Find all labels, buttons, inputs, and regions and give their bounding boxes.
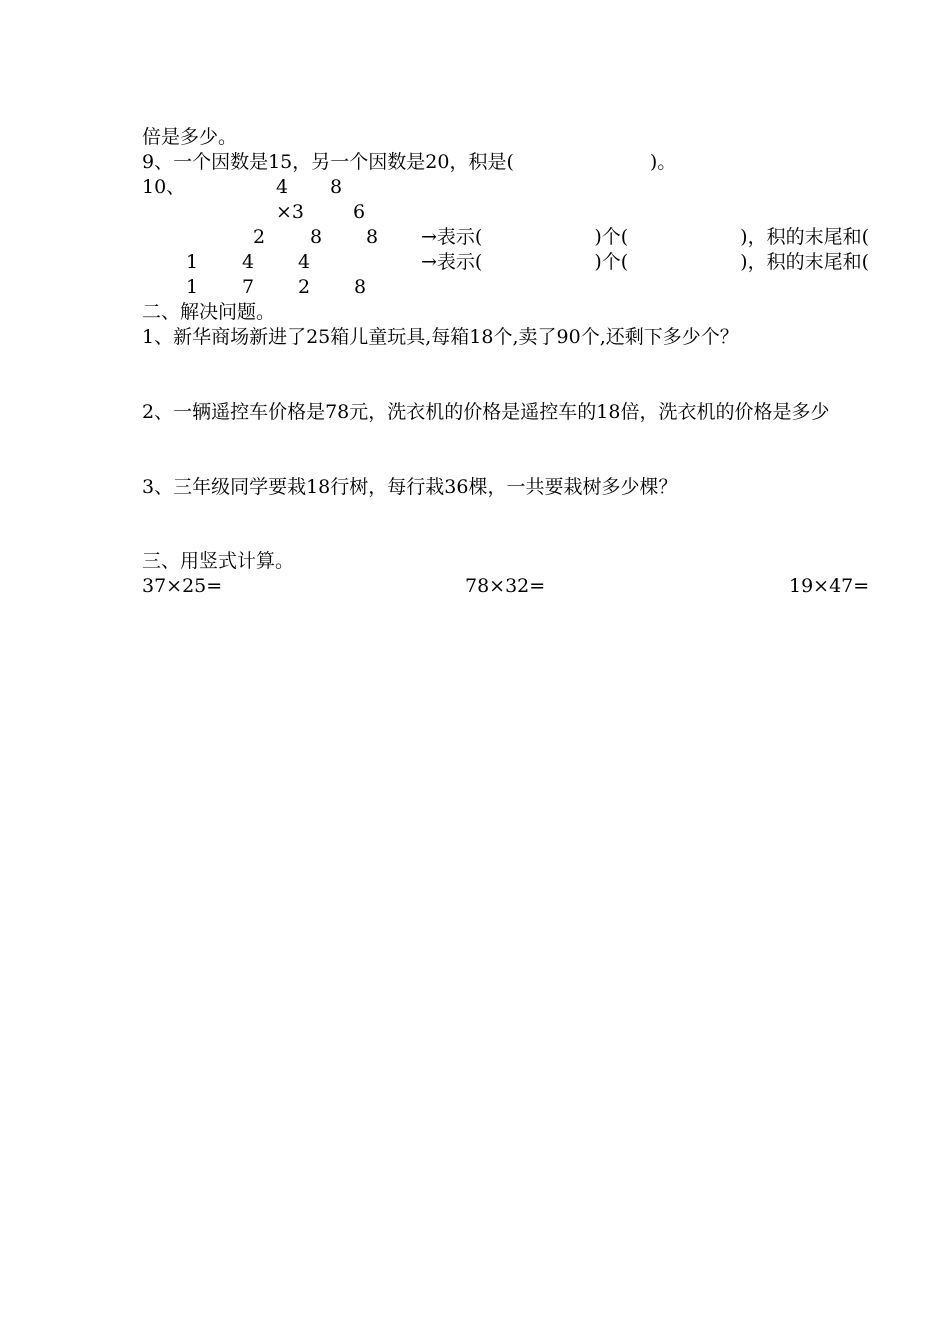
exercise-1: 37×25= [142,575,223,597]
digit: 8 [310,226,323,248]
digit: 1 [186,276,199,298]
question-9-text: 9、一个因数是15，另一个因数是20，积是( [142,151,514,173]
question-9 [142,150,676,175]
problem-1: 1、新华商场新进了25箱儿童玩具,每箱18个,卖了90个,还剩下多少个？ [142,326,739,348]
digit: 2 [253,226,266,248]
hint-mid-text: )个( [594,251,629,273]
section-3-heading: 三、用竖式计算。 [142,550,295,572]
digit: 7 [242,276,255,298]
hint-line-2 [421,250,869,275]
hint-mid-text: )个( [594,226,629,248]
digit: 2 [298,276,311,298]
exercise-3: 19×47= [789,575,870,597]
digit: 8 [366,226,379,248]
digit: 6 [353,201,366,223]
digit: 1 [186,251,199,273]
digit: 8 [330,176,343,198]
continued-question-fragment: 倍是多少。 [142,126,238,148]
question-10-label: 10、 [142,176,186,198]
digit: ×3 [276,201,305,223]
hint-end-text: )，积的末尾和( [740,251,869,273]
digit: 8 [354,276,367,298]
hint-arrow-text: →表示( [421,226,483,248]
hint-end-text: )，积的末尾和( [740,226,869,248]
problem-3: 3、三年级同学要栽18行树，每行栽36棵，一共要栽树多少棵？ [142,476,678,498]
digit: 4 [242,251,255,273]
digit: 4 [276,176,289,198]
problem-2: 2、一辆遥控车价格是78元，洗衣机的价格是遥控车的18倍，洗衣机的价格是多少 [142,401,830,423]
section-2-heading: 二、解决问题。 [142,301,276,323]
digit: 4 [298,251,311,273]
exercise-2: 78×32= [465,575,546,597]
hint-line-1 [421,225,869,250]
hint-arrow-text: →表示( [421,251,483,273]
question-9-close: )。 [649,151,677,173]
